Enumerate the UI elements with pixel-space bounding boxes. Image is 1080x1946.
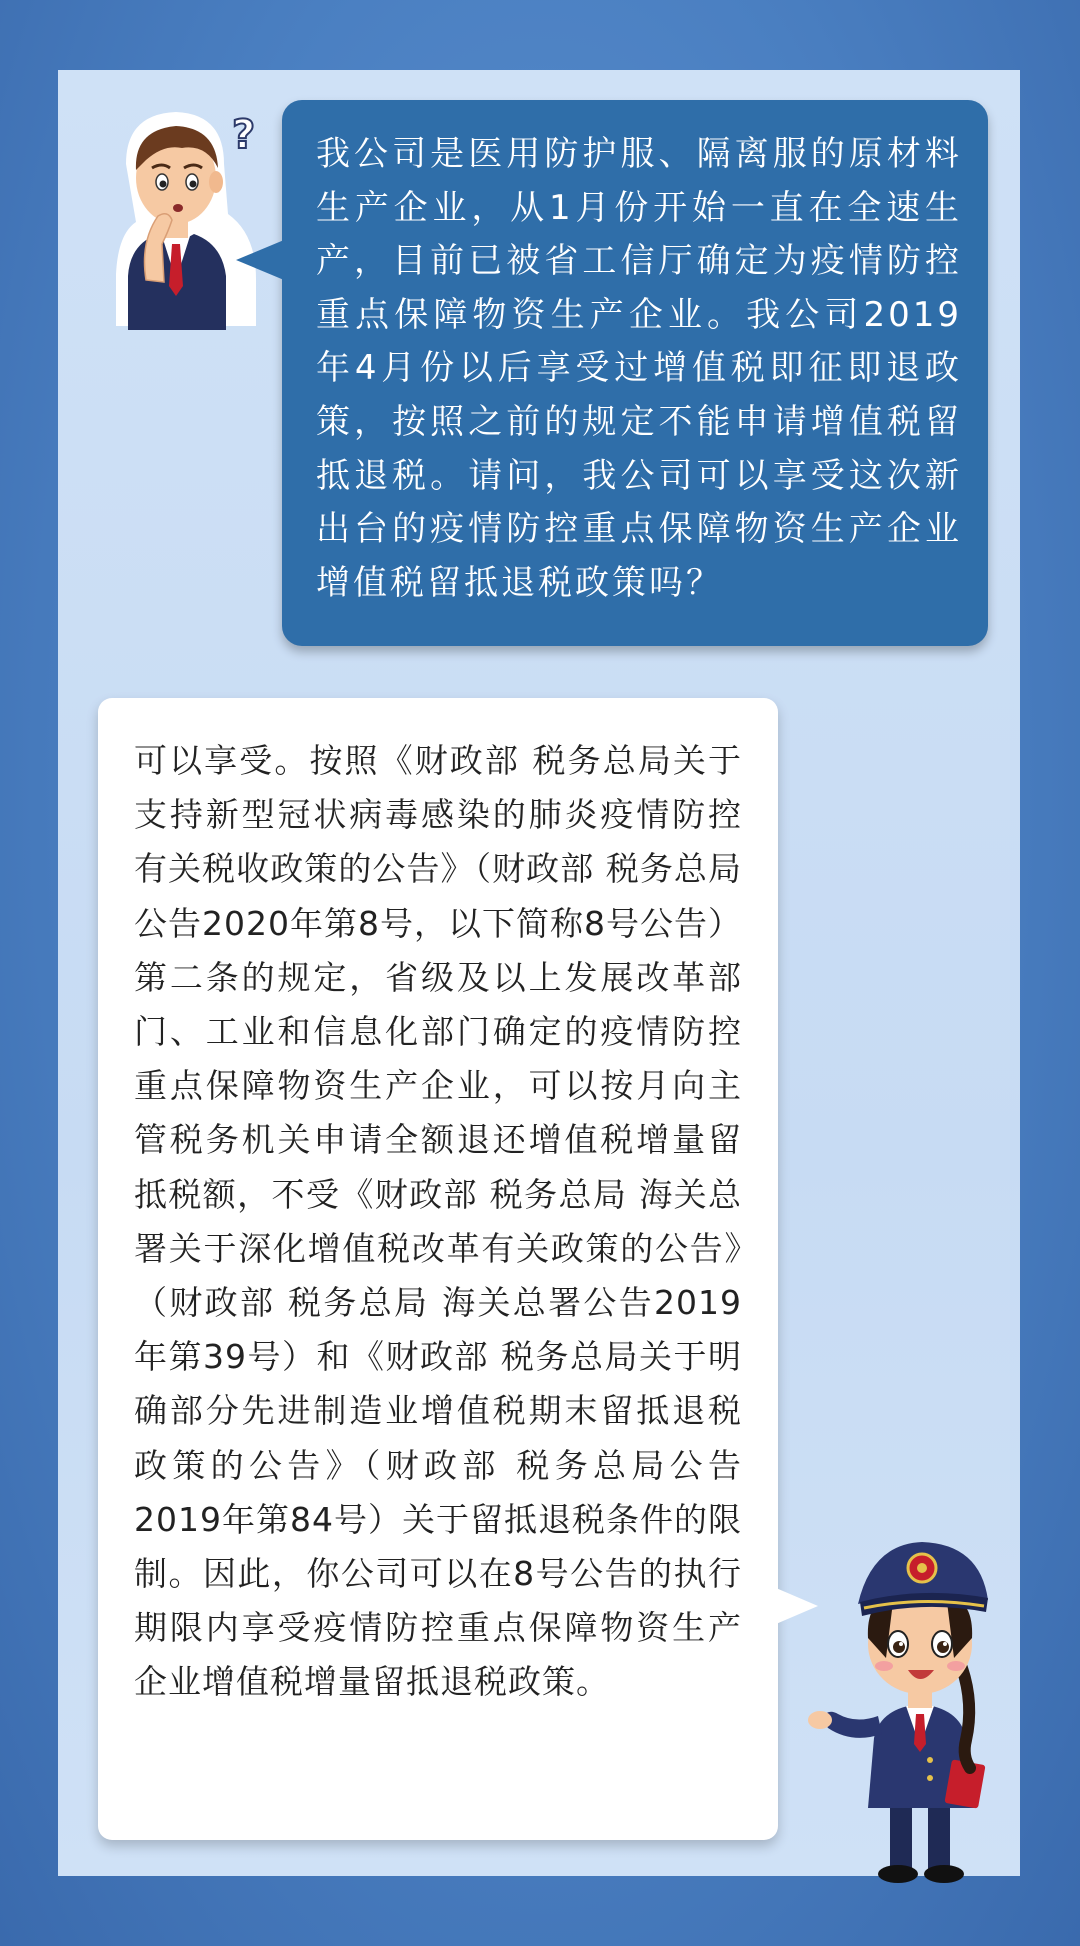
- question-bubble: [282, 100, 988, 646]
- question-text: 我公司是医用防护服、隔离服的原材料生产企业，从1月份开始一直在全速生产，目前已被省工信厅确定为疫情防控重点保障物资生产企业。我公司2019年4月份以后享受过增值税即征即退政策，按照之前的规定不能申请增值税留抵退税。请问，我公司可以享受这次新出台的疫情防控重点保障物资生产企业增值税留抵退税政策吗？: [316, 134, 962, 603]
- thinking-man-illustration: [106, 104, 266, 332]
- answer-card: [98, 698, 778, 1840]
- tax-officer-illustration: [798, 1508, 1044, 1892]
- answer-text: 可以享受。按照《财政部 税务总局关于支持新型冠状病毒感染的肺炎疫情防控有关税收政策的公告》（财政部 税务总局公告2020年第8号，以下简称8号公告）第二条的规定，省级及以上发展改革部门、工业和信息化部门确定的疫情防控重点保障物资生产企业，可以按月向主管税务机关申请全额退还增值税增量留抵税额，不受《财政部 税务总局 海关总署关于深化增值税改革有关政策的公告》（财政部 税务总局 海关总署公告2019年第39号）和《财政部 税务总局关于明确部分先进制造业增值税期末留抵退税政策的公告》（财政部 税务总局公告2019年第84号）关于留抵退税条件的限制。因此，你公司可以在8号公告的执行期限内享受疫情防控重点保障物资生产企业增值税增量留抵退税政策。: [134, 741, 742, 1702]
- svg-text:?: ?: [232, 112, 256, 158]
